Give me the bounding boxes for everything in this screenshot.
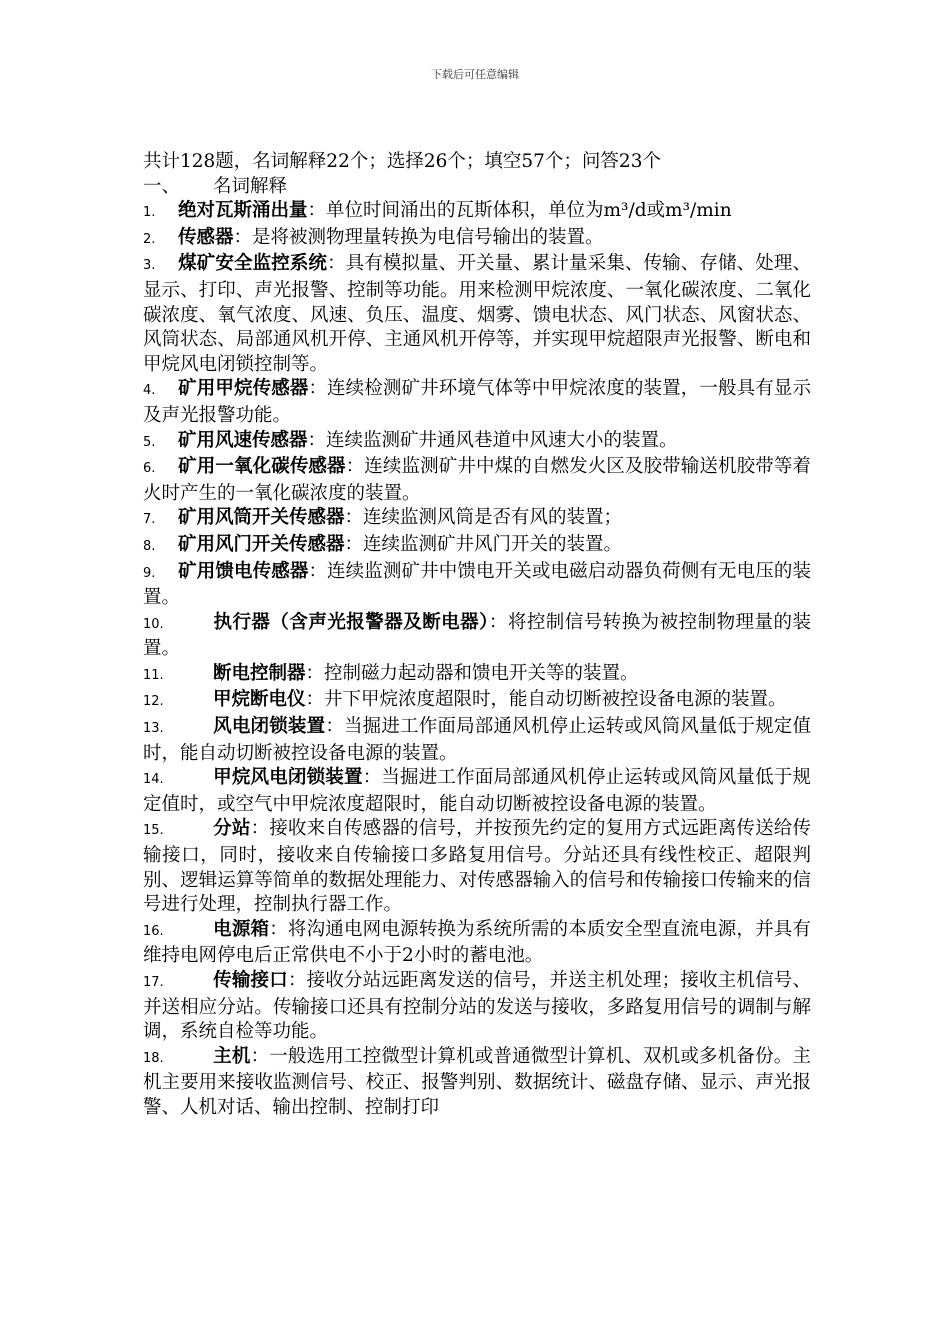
glossary-entry bbox=[143, 918, 811, 969]
glossary-entry bbox=[143, 199, 811, 226]
entry-number: 18. bbox=[143, 1050, 164, 1066]
entry-term: 矿用甲烷传感器 bbox=[178, 378, 309, 400]
entry-definition: ：控制磁力起动器和馈电开关等的装置。 bbox=[305, 662, 639, 684]
glossary-entry bbox=[143, 688, 811, 715]
entry-definition: ：井下甲烷浓度超限时，能自动切断被控设备电源的装置。 bbox=[305, 689, 787, 711]
entry-term: 矿用风筒开关传感器 bbox=[178, 507, 345, 529]
entry-term: 传感器 bbox=[178, 226, 234, 248]
entry-number: 12. bbox=[143, 694, 164, 710]
entry-number: 11. bbox=[143, 667, 164, 683]
entry-definition: ：是将被测物理量转换为电信号输出的装置。 bbox=[233, 226, 604, 248]
header-note: 下载后可任意编辑 bbox=[431, 68, 519, 81]
entry-term: 风电闭锁装置 bbox=[213, 716, 326, 738]
entry-definition: ：接收分站远距离发送的信号，并送主机处理；接收主机信号、并送相应分站。传输接口还具有控制分站的发送与接收，多路复用信号的调制与解调，系统自检等功能。 bbox=[143, 970, 811, 1043]
entry-definition: ：连续检测矿井环境气体等中甲烷浓度的装置，一般具有显示及声光报警功能。 bbox=[143, 378, 811, 426]
entry-term: 矿用风速传感器 bbox=[178, 429, 308, 451]
entry-definition: ：单位时间涌出的瓦斯体积，单位为m³/d或m³/min bbox=[307, 200, 732, 222]
entry-definition: ：当掘进工作面局部通风机停止运转或风筒风量低于规定值时，或空气中甲烷浓度超限时，能自动切断被控设备电源的装置。 bbox=[143, 767, 811, 815]
entry-term: 矿用一氧化碳传感器 bbox=[178, 456, 346, 478]
entry-definition: ：一般选用工控微型计算机或普通微型计算机、双机或多机备份。主机主要用来接收监测信号、校正、报警判别、数据统计、磁盘存储、显示、声光报警、人机对话、输出控制、控制打印 bbox=[143, 1045, 811, 1118]
entry-number: 17. bbox=[143, 975, 164, 990]
question-summary: 共计128题，名词解释22个；选择26个；填空57个；问答23个 bbox=[143, 151, 661, 172]
entry-number: 14. bbox=[143, 772, 164, 788]
glossary-entry bbox=[143, 1045, 811, 1121]
entry-term: 主机 bbox=[213, 1045, 251, 1067]
entry-definition: ：当掘进工作面局部通风机停止运转或风筒风量低于规定值时，能自动切断被控设备电源的装置。 bbox=[143, 716, 811, 764]
glossary-entry bbox=[143, 252, 811, 377]
glossary-entry bbox=[143, 226, 811, 253]
entry-term: 甲烷风电闭锁装置 bbox=[213, 767, 363, 789]
entry-number: 10. bbox=[143, 616, 164, 632]
entry-term: 断电控制器 bbox=[213, 662, 306, 684]
glossary-entry bbox=[143, 766, 811, 817]
entry-number: 3. bbox=[143, 258, 156, 274]
entry-number: 13. bbox=[143, 721, 164, 737]
entry-number: 2. bbox=[143, 231, 156, 247]
entry-term: 煤矿安全监控系统 bbox=[178, 253, 328, 275]
glossary-entry bbox=[143, 533, 811, 560]
entry-term: 传输接口 bbox=[213, 970, 288, 991]
glossary-list bbox=[143, 199, 811, 1120]
entry-number: 16. bbox=[143, 923, 164, 939]
section-heading bbox=[143, 175, 811, 200]
entry-number: 5. bbox=[143, 434, 156, 450]
entry-definition: ：连续监测矿井中馈电开关或电磁启动器负荷侧有无电压的装置。 bbox=[143, 560, 811, 609]
document-body bbox=[143, 150, 811, 1121]
glossary-entry bbox=[143, 560, 811, 611]
glossary-entry bbox=[143, 455, 811, 506]
entry-number: 1. bbox=[143, 205, 156, 221]
glossary-entry bbox=[143, 429, 811, 456]
entry-term: 分站 bbox=[213, 818, 251, 840]
entry-term: 矿用风门开关传感器 bbox=[178, 533, 345, 555]
entry-definition: ：连续监测矿井风门开关的装置。 bbox=[344, 533, 623, 555]
entry-number: 6. bbox=[143, 461, 156, 477]
entry-definition: ：将沟通电网电源转换为系统所需的本质安全型直流电源，并具有维持电网停电后正常供电不小于2小时的蓄电池。 bbox=[143, 918, 811, 967]
glossary-entry bbox=[143, 817, 811, 917]
entry-term: 甲烷断电仪 bbox=[213, 689, 306, 711]
entry-definition: ：接收来自传感器的信号，并按预先约定的复用方式远距离传送给传输接口，同时，接收来自传输接口多路复用信号。分站还具有线性校正、超限判别、逻辑运算等简单的数据处理能力、对传感器输入的信号和传输接口传输来的信号进行处理，控制执行器工作。 bbox=[143, 818, 811, 916]
entry-definition: ：将控制信号转换为被控制物理量的装置。 bbox=[143, 611, 811, 660]
glossary-entry bbox=[143, 506, 811, 533]
entry-number: 4. bbox=[143, 383, 156, 399]
entry-term: 电源箱 bbox=[213, 918, 270, 940]
entry-term: 执行器（含声光报警器及断电器） bbox=[213, 611, 489, 633]
entry-number: 15. bbox=[143, 823, 164, 839]
glossary-entry bbox=[143, 969, 811, 1045]
entry-number: 9. bbox=[143, 565, 156, 581]
entry-term: 绝对瓦斯涌出量 bbox=[178, 200, 308, 222]
entry-number: 8. bbox=[143, 538, 156, 554]
section-number: 一、 bbox=[143, 175, 181, 197]
entry-term: 矿用馈电传感器 bbox=[178, 560, 309, 582]
entry-definition: ：连续监测矿井中煤的自燃发火区及胶带输送机胶带等着火时产生的一氧化碳浓度的装置。 bbox=[143, 456, 811, 504]
glossary-entry bbox=[143, 377, 811, 428]
entry-definition: ：连续监测风筒是否有风的装置； bbox=[344, 507, 623, 529]
section-title: 名词解释 bbox=[213, 175, 288, 197]
glossary-entry bbox=[143, 611, 811, 662]
entry-number: 7. bbox=[143, 512, 156, 528]
glossary-entry bbox=[143, 715, 811, 766]
glossary-entry bbox=[143, 662, 811, 689]
entry-definition: ：具有模拟量、开关量、累计量采集、传输、存储、处理、显示、打印、声光报警、控制等功能。用来检测甲烷浓度、一氧化碳浓度、二氧化碳浓度、氧气浓度、风速、负压、温度、烟雾、馈电状态、风门状态、风窗状态、风筒状态、局部通风机开停、主通风机开停等，并实现甲烷超限声光报警、断电和甲烷风电闭锁控制等。 bbox=[143, 253, 811, 375]
entry-definition: ：连续监测矿井通风巷道中风速大小的装置。 bbox=[307, 429, 678, 451]
